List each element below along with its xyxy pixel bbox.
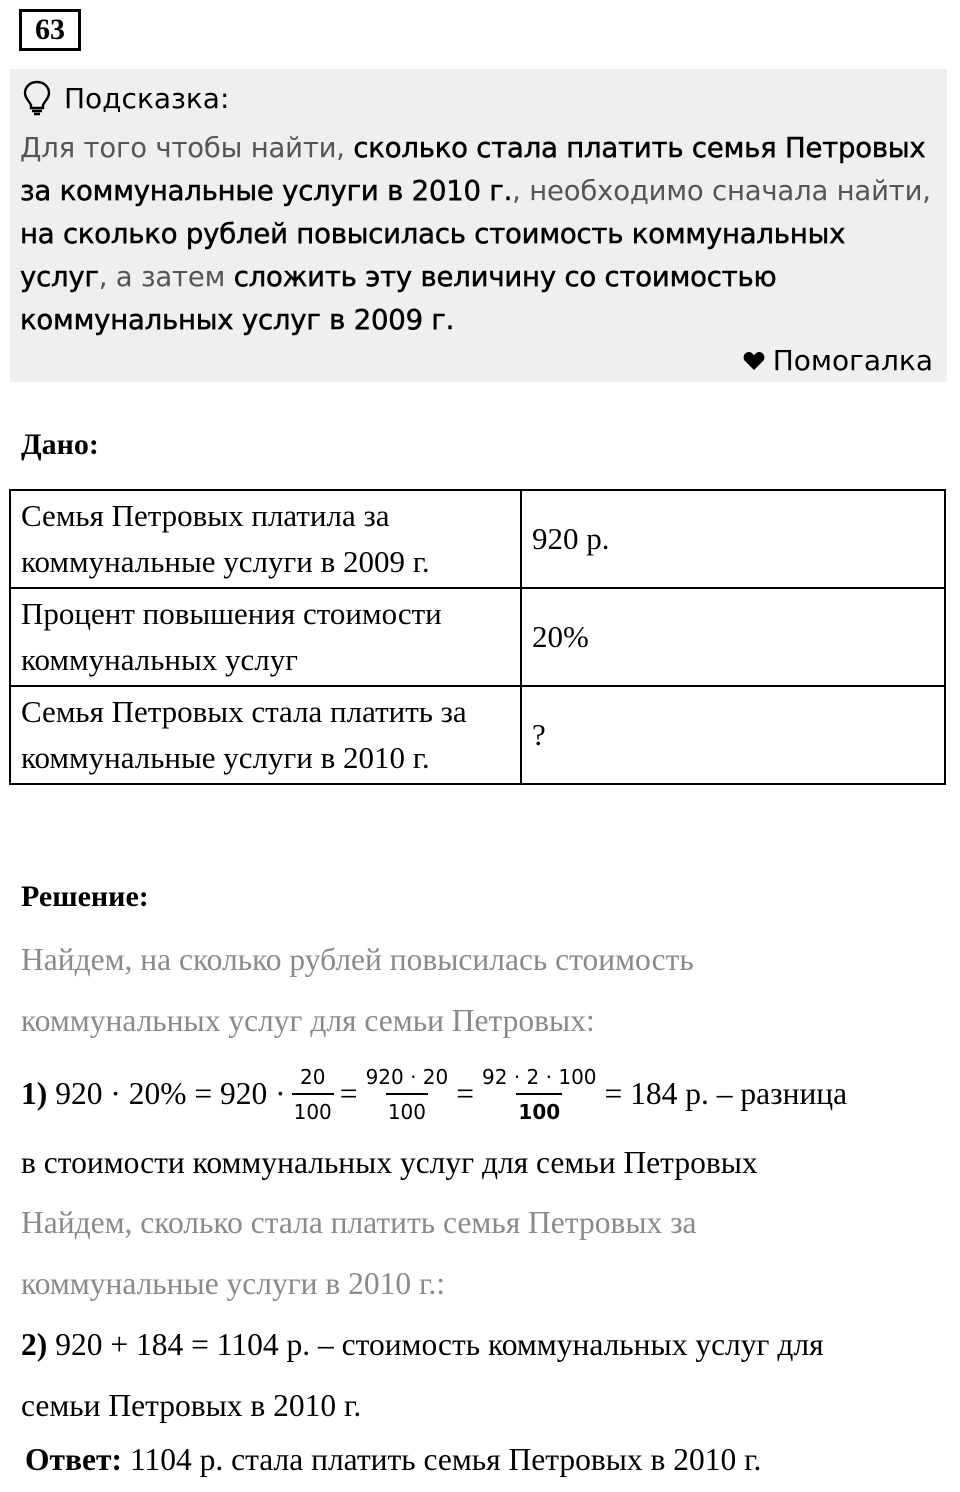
step-expression: 920 · 20% = 920 · (55, 1076, 286, 1111)
given-value: 920 р. (521, 490, 945, 588)
step-2 (21, 1327, 824, 1363)
hint-title-row (22, 81, 229, 115)
heart-icon (743, 351, 765, 371)
table-row (10, 686, 945, 784)
step-result: = 184 р. – разница (604, 1076, 848, 1111)
hint-part-bold: сложить эту величину со стоимостью коммунальных услуг в 2009 г. (20, 261, 777, 336)
hint-part: , а затем (98, 261, 234, 293)
given-table (9, 489, 946, 785)
task-number: 63 (19, 9, 81, 51)
fraction-denominator: 100 (516, 1093, 562, 1124)
fraction (364, 1065, 451, 1124)
fraction-numerator: 20 (299, 1064, 326, 1089)
hint-part-bold: на сколько рублей повысилась стоимость коммунальных услуг (20, 218, 846, 293)
given-value: ? (521, 686, 945, 784)
step-1 (21, 1062, 847, 1126)
answer-label: Ответ: (25, 1442, 122, 1477)
equals-sign: = (339, 1076, 358, 1111)
fraction-numerator: 920 · 20 (365, 1064, 449, 1089)
step-number: 2) (21, 1327, 48, 1362)
solution-intro: Найдем, на сколько рублей повысилась стоимость (21, 942, 694, 977)
hint-part-bold: сколько стала платить семья Петровых за коммунальные услуги в 2010 г. (20, 132, 926, 207)
table-row (10, 588, 945, 686)
answer (25, 1442, 761, 1478)
step-1-continuation: в стоимости коммунальных услуг для семьи Петровых (21, 1145, 758, 1180)
solution-heading: Решение: (21, 880, 149, 913)
hint-text (20, 127, 940, 342)
hint-box (10, 69, 947, 382)
fraction (480, 1065, 599, 1124)
solution-intro: Найдем, сколько стала платить семья Петровых за (21, 1205, 697, 1240)
brand-name: Помогалка (772, 344, 933, 377)
step-number: 1) (21, 1076, 48, 1111)
solution-intro: коммунальные услуги в 2010 г.: (21, 1266, 446, 1301)
step-2-continuation: семьи Петровых в 2010 г. (21, 1388, 362, 1423)
hint-part: , необходимо сначала найти, (512, 175, 931, 207)
answer-text: 1104 р. стала платить семья Петровых в 2010 г. (129, 1442, 762, 1477)
solution-intro: коммунальных услуг для семьи Петровых: (21, 1003, 595, 1038)
hint-title: Подсказка: (64, 81, 230, 115)
brand (743, 344, 933, 377)
fraction-denominator: 100 (386, 1093, 428, 1124)
given-label: Семья Петровых платила за коммунальные услуги в 2009 г. (10, 490, 521, 588)
step-text: 920 + 184 = 1104 р. – стоимость коммунальных услуг для (55, 1327, 824, 1362)
lightbulb-icon (22, 80, 52, 116)
hint-part: Для того чтобы найти, (20, 132, 354, 164)
table-row (10, 490, 945, 588)
given-label: Семья Петровых стала платить за коммунальные услуги в 2010 г. (10, 686, 521, 784)
equals-sign: = (456, 1076, 475, 1111)
fraction (292, 1065, 334, 1124)
given-value: 20% (521, 588, 945, 686)
given-heading: Дано: (21, 428, 99, 461)
given-label: Процент повышения стоимости коммунальных услуг (10, 588, 521, 686)
fraction-numerator: 92 · 2 · 100 (482, 1064, 597, 1089)
fraction-denominator: 100 (292, 1093, 334, 1124)
